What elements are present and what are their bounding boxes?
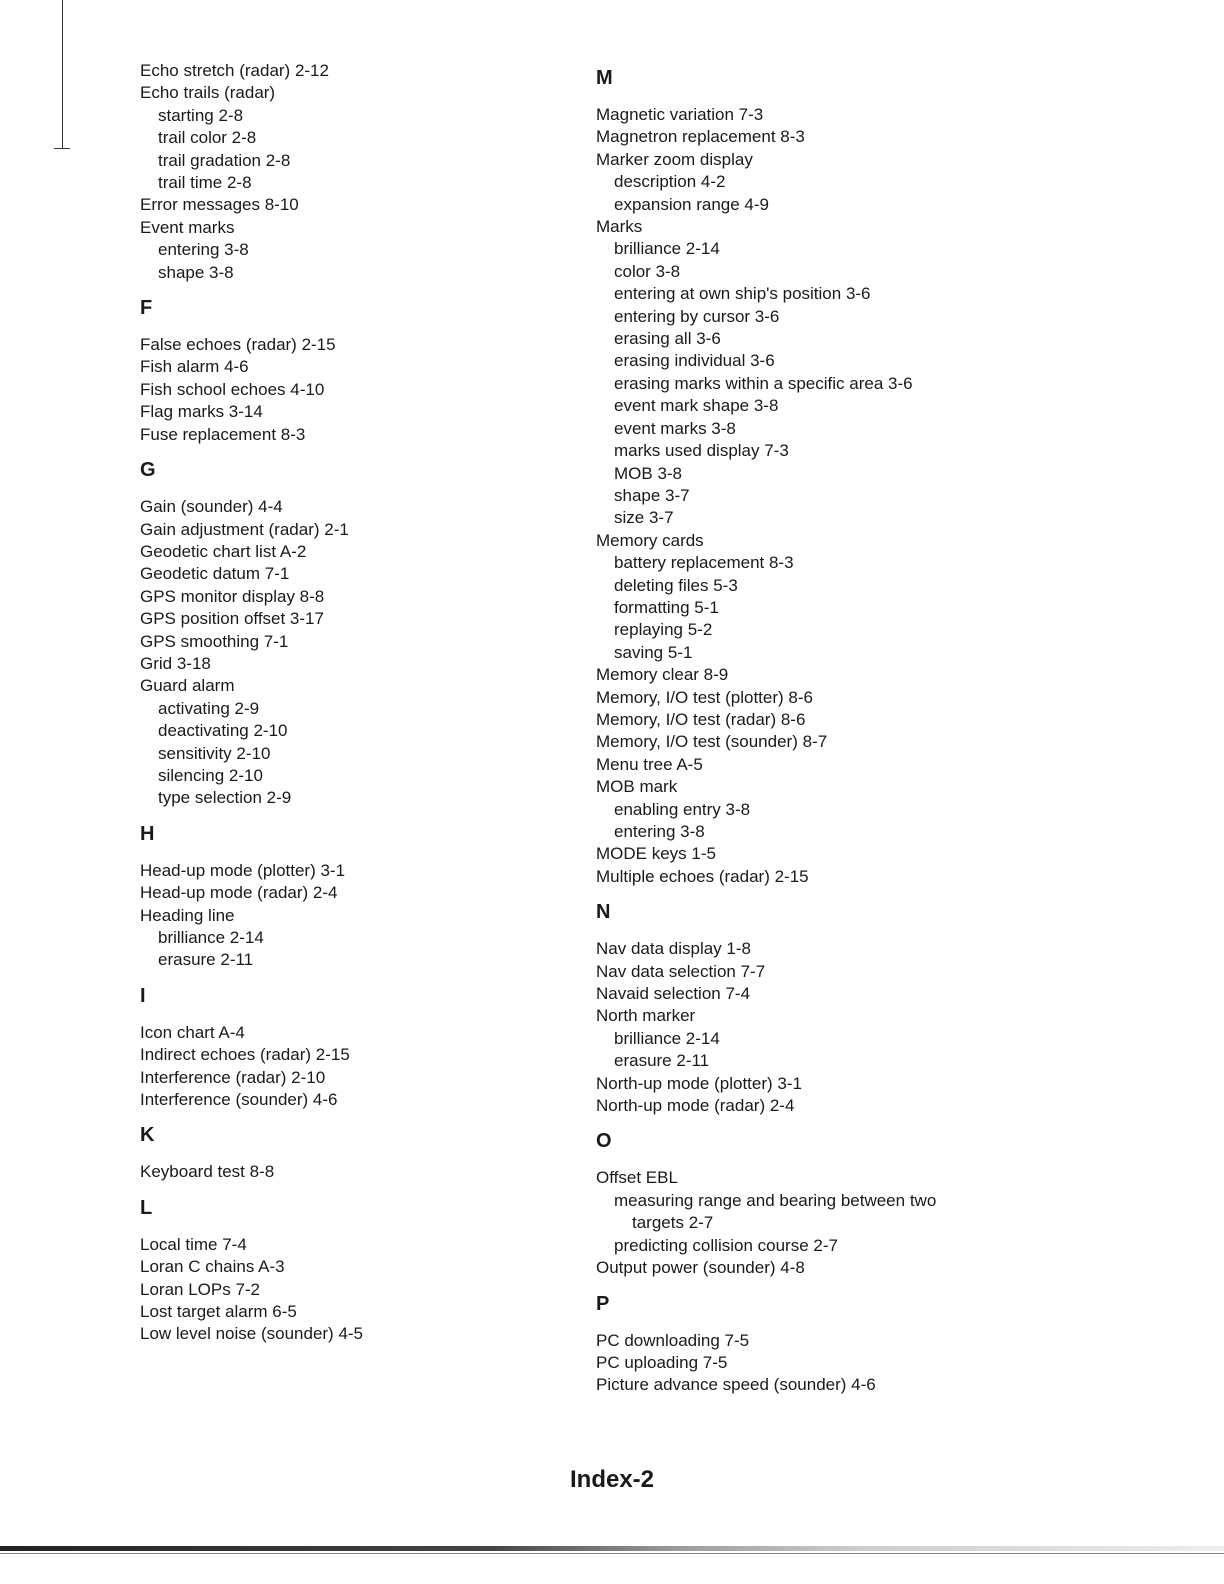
index-subentry: color 3-8: [614, 261, 681, 281]
index-entry: Memory, I/O test (plotter) 8-6: [596, 687, 813, 707]
section-letter: F: [140, 297, 153, 320]
index-subentry: description 4-2: [614, 172, 726, 192]
index-subentry: erasure 2-11: [614, 1051, 710, 1071]
section-letter: M: [596, 67, 613, 89]
index-entry: Icon chart A-4: [140, 1022, 245, 1042]
margin-tick: [54, 148, 70, 149]
index-entry: Multiple echoes (radar) 2-15: [596, 866, 809, 886]
index-subentry: expansion range 4-9: [614, 194, 770, 214]
index-subentry: activating 2-9: [158, 698, 260, 718]
index-subentry: deactivating 2-10: [158, 721, 288, 741]
index-subentry: formatting 5-1: [614, 597, 719, 617]
index-entry: North marker: [596, 1006, 696, 1026]
index-subentry: trail gradation 2-8: [158, 150, 291, 170]
index-entry: GPS monitor display 8-8: [140, 586, 325, 606]
index-subentry: erasing individual 3-6: [614, 351, 775, 371]
index-entry: False echoes (radar) 2-15: [140, 335, 336, 355]
section-letter: H: [140, 822, 155, 845]
index-entry: MODE keys 1-5: [596, 844, 716, 864]
index-entry: Fish alarm 4-6: [140, 357, 249, 377]
index-section: [140, 296, 560, 446]
index-subentry: MOB 3-8: [614, 463, 683, 483]
index-section: [596, 1129, 1036, 1279]
index-subentry: size 3-7: [614, 508, 674, 528]
margin-rule: [62, 0, 63, 148]
index-subentry: deleting files 5-3: [614, 575, 738, 595]
index-entry: Head-up mode (radar) 2-4: [140, 883, 338, 903]
section-letter: K: [140, 1124, 155, 1147]
index-subentry: entering 3-8: [614, 822, 705, 841]
index-section: [140, 458, 560, 810]
index-subentry: brilliance 2-14: [614, 1028, 720, 1048]
index-entry: Gain (sounder) 4-4: [140, 497, 283, 517]
index-section: [596, 1292, 1036, 1397]
index-entry: Echo trails (radar): [140, 83, 276, 103]
index-subentry: replaying 5-2: [614, 620, 713, 640]
index-entry: Offset EBL: [596, 1168, 678, 1188]
index-subentry: shape 3-7: [614, 485, 690, 505]
index-subentry: brilliance 2-14: [614, 239, 720, 259]
index-entry: Magnetic variation 7-3: [596, 105, 764, 124]
index-entry: Head-up mode (plotter) 3-1: [140, 860, 346, 880]
section-letter: G: [140, 459, 156, 482]
index-entry: Fuse replacement 8-3: [140, 424, 306, 444]
index-subentry: enabling entry 3-8: [614, 799, 751, 819]
index-subentry: entering 3-8: [158, 240, 249, 260]
index-subentry: measuring range and bearing between two: [614, 1190, 937, 1210]
index-entry: Guard alarm: [140, 676, 235, 696]
index-entry: Memory clear 8-9: [596, 665, 729, 685]
index-entry: Loran C chains A-3: [140, 1257, 285, 1277]
index-entry: Nav data selection 7-7: [596, 961, 766, 981]
index-entry: Lost target alarm 6-5: [140, 1302, 297, 1322]
index-subentry: erasing marks within a specific area 3-6: [614, 373, 913, 393]
index-subentry: saving 5-1: [614, 642, 693, 662]
index-subentry: marks used display 7-3: [614, 441, 789, 461]
index-entry: Navaid selection 7-4: [596, 984, 751, 1004]
index-section: [140, 822, 560, 972]
index-entry: Menu tree A-5: [596, 754, 703, 774]
index-entry: Echo stretch (radar) 2-12: [140, 61, 329, 80]
index-subentry: erasure 2-11: [158, 950, 254, 970]
index-section: [596, 66, 1036, 888]
index-entry: GPS position offset 3-17: [140, 609, 324, 629]
index-entry: Nav data display 1-8: [596, 939, 751, 959]
index-entry: Flag marks 3-14: [140, 402, 263, 422]
index-entry: Keyboard test 8-8: [140, 1162, 275, 1182]
index-subentry: erasing all 3-6: [614, 329, 721, 349]
index-section: [596, 900, 1036, 1117]
index-entry: Memory, I/O test (radar) 8-6: [596, 709, 806, 729]
index-entry: North-up mode (plotter) 3-1: [596, 1073, 802, 1093]
index-subentry: trail color 2-8: [158, 128, 257, 148]
index-section: [140, 60, 560, 284]
index-entry: Heading line: [140, 905, 235, 925]
index-entry: Marker zoom display: [596, 149, 753, 169]
page-number: Index-2: [569, 1466, 655, 1493]
section-letter: I: [140, 984, 146, 1007]
index-entry: Interference (sounder) 4-6: [140, 1090, 338, 1110]
section-letter: L: [140, 1196, 153, 1219]
section-letter: O: [596, 1130, 612, 1153]
index-subentry: trail time 2-8: [158, 173, 252, 193]
index-entry: Memory, I/O test (sounder) 8-7: [596, 732, 828, 752]
index-entry: Fish school echoes 4-10: [140, 379, 325, 399]
index-entry: Error messages 8-10: [140, 195, 299, 215]
index-entry: Geodetic chart list A-2: [140, 541, 307, 561]
index-subentry: brilliance 2-14: [158, 928, 264, 947]
section-letter: N: [596, 901, 611, 924]
index-subentry: type selection 2-9: [158, 788, 292, 808]
index-subentry: event mark shape 3-8: [614, 396, 779, 416]
index-entry: GPS smoothing 7-1: [140, 631, 289, 651]
bottom-rule-thin: [0, 1553, 1224, 1554]
index-entry: Output power (sounder) 4-8: [596, 1258, 805, 1278]
bottom-rule: [0, 1546, 1224, 1551]
index-subentry: entering by cursor 3-6: [614, 306, 780, 326]
index-section: [140, 1196, 560, 1346]
section-letter: P: [596, 1292, 610, 1315]
index-entry: Low level noise (sounder) 4-5: [140, 1324, 364, 1344]
index-column-left: [140, 60, 560, 1346]
index-entry: PC uploading 7-5: [596, 1352, 728, 1372]
index-subentry: sensitivity 2-10: [158, 743, 271, 763]
index-entry: Magnetron replacement 8-3: [596, 127, 805, 147]
index-subentry: targets 2-7: [632, 1213, 714, 1233]
index-entry: Gain adjustment (radar) 2-1: [140, 519, 349, 539]
index-subentry: predicting collision course 2-7: [614, 1235, 838, 1255]
index-column-right: [596, 60, 1036, 1397]
index-entry: Marks: [596, 217, 643, 237]
index-entry: Local time 7-4: [140, 1234, 247, 1254]
index-entry: Picture advance speed (sounder) 4-6: [596, 1375, 876, 1395]
index-section: [140, 984, 560, 1112]
index-entry: Event marks: [140, 217, 235, 237]
index-subentry: shape 3-8: [158, 262, 234, 282]
index-entry: Geodetic datum 7-1: [140, 564, 290, 584]
index-entry: PC downloading 7-5: [596, 1330, 750, 1350]
index-entry: North-up mode (radar) 2-4: [596, 1096, 795, 1116]
index-entry: Indirect echoes (radar) 2-15: [140, 1045, 350, 1065]
index-subentry: event marks 3-8: [614, 418, 736, 438]
index-entry: Grid 3-18: [140, 653, 211, 673]
index-entry: Interference (radar) 2-10: [140, 1067, 326, 1087]
index-subentry: starting 2-8: [158, 105, 244, 125]
index-entry: Loran LOPs 7-2: [140, 1279, 261, 1299]
index-subentry: entering at own ship's position 3-6: [614, 284, 871, 304]
index-entry: Memory cards: [596, 530, 704, 550]
index-subentry: battery replacement 8-3: [614, 553, 794, 573]
index-subentry: silencing 2-10: [158, 765, 263, 785]
index-section: [140, 1123, 560, 1183]
index-entry: MOB mark: [596, 777, 678, 797]
